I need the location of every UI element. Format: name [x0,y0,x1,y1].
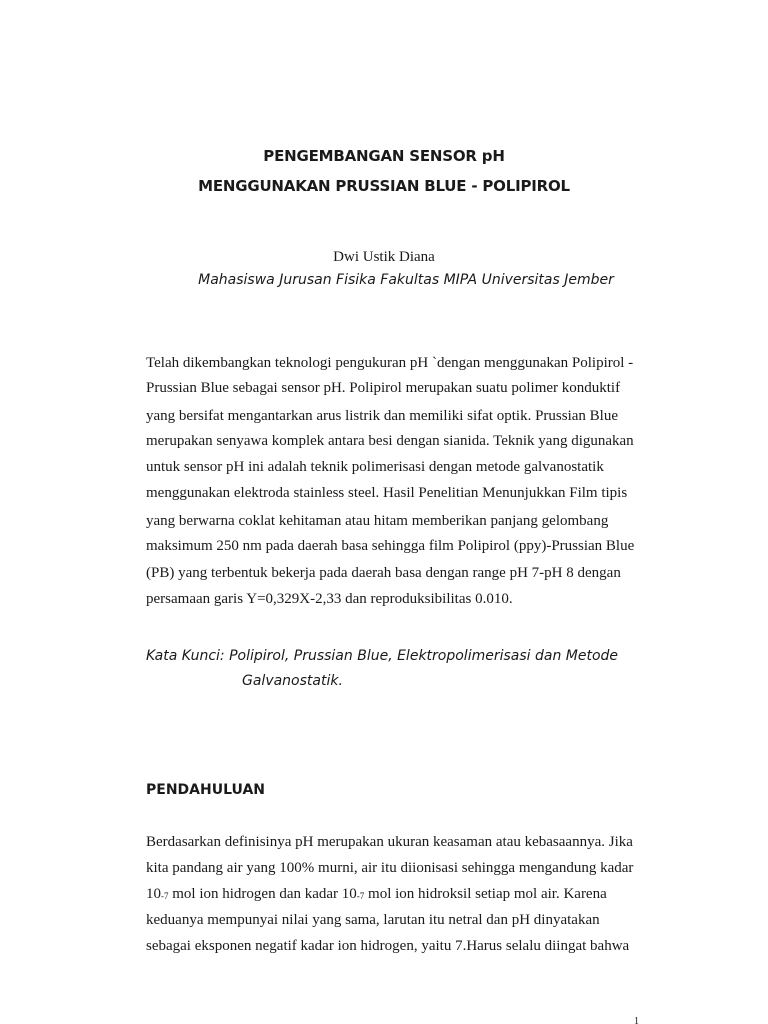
intro-line: keduanya mempunyai nilai yang sama, larutan itu netral dan pH dinyatakan [146,912,600,928]
abstract-line: yang bersifat mengantarkan arus listrik dan memiliki sifat optik. Prussian Blue [146,408,618,424]
abstract-line: maksimum 250 nm pada daerah basa sehingga film Polipirol (ppy)-Prussian Blue [146,538,635,554]
abstract-line: untuk sensor pH ini adalah teknik polimerisasi dengan metode galvanostatik [146,459,604,475]
abstract-line: menggunakan elektroda stainless steel. Hasil Penelitian Menunjukkan Film tipis [146,485,628,501]
section-heading: PENDAHULUAN [146,782,265,798]
abstract-line: Prussian Blue sebagai sensor pH. Polipirol merupakan suatu polimer konduktif [146,380,621,396]
intro-line: kita pandang air yang 100% murni, air itu diionisasi sehingga mengandung kadar [146,860,634,876]
intro-line: Berdasarkan definisinya pH merupakan ukuran keasaman atau kebasaannya. Jika [146,834,633,850]
abstract-line: (PB) yang terbentuk bekerja pada daerah basa dengan range pH 7-pH 8 dengan [146,565,621,581]
author-name: Dwi Ustik Diana [333,249,435,265]
intro-line: sebagai eksponen negatif kadar ion hidrogen, yaitu 7.Harus selalu diingat bahwa [146,938,630,954]
abstract-line: merupakan senyawa komplek antara besi dengan sianida. Teknik yang digunakan [146,433,634,449]
intro-text: mol ion hidrogen dan kadar 10 [168,886,357,902]
exponent: -7 [161,891,169,901]
abstract-line: persamaan garis Y=0,329X-2,33 dan reproduksibilitas 0.010. [146,591,513,607]
intro-line [146,886,607,903]
page-title-line-2: MENGGUNAKAN PRUSSIAN BLUE - POLIPIROL [198,177,570,195]
abstract-line: yang berwarna coklat kehitaman atau hitam memberikan panjang gelombang [146,513,609,529]
intro-text: mol ion hidroksil setiap mol air. Karena [364,886,607,902]
intro-text: 10 [146,886,161,902]
page-number: 1 [634,1016,639,1024]
keywords-line-2: Galvanostatik. [242,673,343,689]
page-title-line-1: PENGEMBANGAN SENSOR pH [263,147,505,165]
keywords-line-1: Kata Kunci: Polipirol, Prussian Blue, Elektropolimerisasi dan Metode [146,648,619,664]
author-affiliation: Mahasiswa Jurusan Fisika Fakultas MIPA Universitas Jember [198,272,614,288]
abstract-line: Telah dikembangkan teknologi pengukuran pH `dengan menggunakan Polipirol - [146,355,634,371]
exponent: -7 [356,891,365,901]
